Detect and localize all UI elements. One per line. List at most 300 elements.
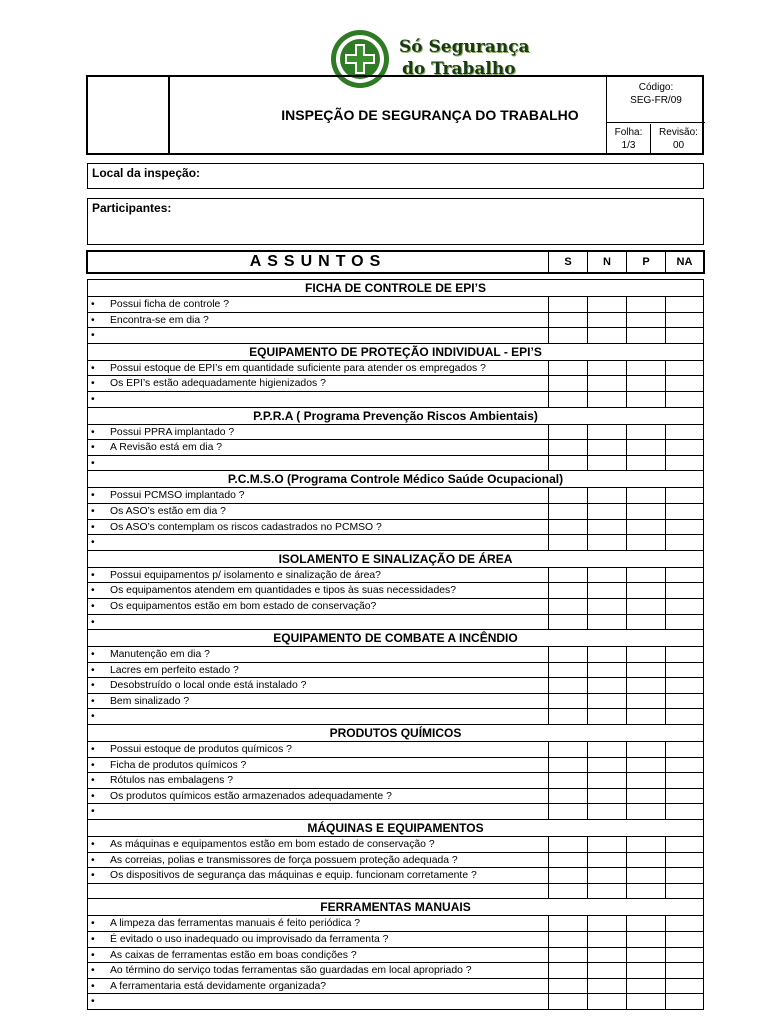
checklist-row (88, 709, 703, 725)
answer-cell-s[interactable] (548, 425, 588, 440)
assuntos-title: ASSUNTOS (249, 253, 387, 270)
bullet: • (91, 854, 95, 866)
question-text (91, 504, 546, 519)
answer-cell-s[interactable] (548, 963, 588, 978)
checklist-row (88, 488, 703, 504)
answer-cell-p[interactable] (626, 789, 666, 804)
answer-cell-na[interactable] (665, 328, 704, 343)
checklist-row (88, 853, 703, 869)
answer-cell-na[interactable] (665, 884, 704, 899)
answer-cell-na[interactable] (665, 504, 704, 519)
answer-cell-n[interactable] (587, 568, 627, 583)
answer-cell-n[interactable] (587, 376, 627, 391)
answer-cell-n[interactable] (587, 425, 627, 440)
question-text (91, 979, 546, 994)
answer-cell-n[interactable] (587, 520, 627, 535)
answer-cell-p[interactable] (626, 376, 666, 391)
answer-cell-n[interactable] (587, 948, 627, 963)
answer-cell-p[interactable] (626, 948, 666, 963)
answer-cell-n[interactable] (587, 837, 627, 852)
answer-cell-p[interactable] (626, 837, 666, 852)
bullet: • (91, 695, 95, 707)
col-n-header: N (587, 252, 626, 272)
answer-cell-n[interactable] (587, 313, 627, 328)
answer-cell-s[interactable] (548, 994, 588, 1009)
question-label: As máquinas e equipamentos estão em bom estado de conservação ? (110, 839, 435, 851)
question-text (91, 313, 546, 328)
answer-cell-p[interactable] (626, 932, 666, 947)
question-text (91, 789, 546, 804)
question-label: As caixas de ferramentas estão em boas condições ? (110, 949, 357, 961)
question-label: Os produtos químicos estão armazenados adequadamente ? (110, 790, 392, 802)
answer-cell-na[interactable] (665, 297, 704, 312)
answer-cell-s[interactable] (548, 804, 588, 819)
question-label: Bem sinalizado ? (110, 695, 190, 707)
answer-cell-n[interactable] (587, 392, 627, 407)
checklist-row (88, 599, 703, 615)
answer-cell-p[interactable] (626, 884, 666, 899)
checklist-row (88, 504, 703, 520)
section-title: PRODUTOS QUÍMICOS (88, 725, 703, 742)
answer-cell-p[interactable] (626, 853, 666, 868)
answer-cell-n[interactable] (587, 647, 627, 662)
question-text (91, 709, 546, 724)
question-text (91, 678, 546, 693)
checklist-row (88, 804, 703, 820)
answer-cell-n[interactable] (587, 678, 627, 693)
question-text (91, 376, 546, 391)
question-text (91, 694, 546, 709)
answer-cell-na[interactable] (665, 963, 704, 978)
answer-cell-n[interactable] (587, 583, 627, 598)
answer-cell-na[interactable] (665, 773, 704, 788)
question-label: Rótulos nas embalagens ? (110, 775, 234, 787)
bullet: • (91, 393, 95, 405)
bullet: • (91, 949, 95, 961)
checklist-row (88, 297, 703, 313)
question-text (91, 583, 546, 598)
question-text (91, 994, 546, 1009)
col-na-header: NA (665, 252, 703, 272)
checklist-row (88, 916, 703, 932)
logo-line-2: do Trabalho (402, 59, 516, 79)
question-label: Possui estoque de EPI’s em quantidade suficiente para atender os empregados ? (110, 362, 486, 374)
question-text (91, 440, 546, 455)
question-text (91, 742, 546, 757)
codigo-value: SEG-FR/09 (630, 95, 682, 106)
answer-cell-n[interactable] (587, 709, 627, 724)
question-text (91, 916, 546, 931)
question-label: É evitado o uso inadequado ou improvisado da ferramenta ? (110, 934, 389, 945)
section-title: EQUIPAMENTO DE COMBATE A INCÊNDIO (88, 630, 703, 647)
checklist-row (88, 884, 703, 900)
answer-cell-s[interactable] (548, 488, 588, 503)
answer-cell-n[interactable] (587, 884, 627, 899)
checklist-row (88, 583, 703, 599)
answer-cell-s[interactable] (548, 328, 588, 343)
answer-cell-n[interactable] (587, 694, 627, 709)
answer-cell-na[interactable] (665, 663, 704, 678)
answer-cell-na[interactable] (665, 979, 704, 994)
answer-cell-s[interactable] (548, 948, 588, 963)
answer-cell-n[interactable] (587, 916, 627, 931)
section-title: P.C.M.S.O (Programa Controle Médico Saúde Ocupacional) (88, 471, 703, 488)
answer-cell-p[interactable] (626, 488, 666, 503)
checklist-row (88, 758, 703, 774)
answer-cell-s[interactable] (548, 709, 588, 724)
answer-cell-s[interactable] (548, 932, 588, 947)
question-label: Lacres em perfeito estado ? (110, 664, 239, 676)
question-text (91, 868, 546, 883)
answer-cell-s[interactable] (548, 789, 588, 804)
question-text (91, 647, 546, 662)
question-label: Os ASO’s estão em dia ? (110, 505, 226, 517)
checklist-row (88, 392, 703, 408)
col-s-header: S (548, 252, 587, 272)
answer-cell-na[interactable] (665, 520, 704, 535)
folha-value: 1/3 (621, 140, 636, 151)
checklist-row (88, 535, 703, 551)
answer-cell-p[interactable] (626, 440, 666, 455)
answer-cell-na[interactable] (665, 488, 704, 503)
section-title: EQUIPAMENTO DE PROTEÇÃO INDIVIDUAL - EPI’S (88, 344, 703, 361)
answer-cell-s[interactable] (548, 520, 588, 535)
form-title: INSPEÇÃO DE SEGURANÇA DO TRABALHO (281, 107, 579, 123)
logo-text (399, 36, 530, 80)
answer-cell-na[interactable] (665, 804, 704, 819)
local-field[interactable] (87, 163, 704, 189)
question-label: Os equipamentos atendem em quantidades e tipos às suas necessidades? (110, 585, 456, 597)
checklist-row (88, 313, 703, 329)
answer-cell-p[interactable] (626, 328, 666, 343)
answer-cell-na[interactable] (665, 568, 704, 583)
answer-cell-na[interactable] (665, 994, 704, 1009)
section-title: FICHA DE CONTROLE DE EPI’S (88, 280, 703, 297)
answer-cell-s[interactable] (548, 837, 588, 852)
answer-cell-p[interactable] (626, 663, 666, 678)
answer-cell-s[interactable] (548, 392, 588, 407)
form-header (86, 75, 704, 155)
bullet: • (91, 378, 95, 390)
answer-cell-p[interactable] (626, 916, 666, 931)
answer-cell-n[interactable] (587, 963, 627, 978)
answer-cell-na[interactable] (665, 853, 704, 868)
question-label: Ficha de produtos químicos ? (110, 759, 247, 771)
question-label: Possui equipamentos p/ isolamento e sinalização de área? (110, 569, 381, 581)
assuntos-header (86, 250, 705, 274)
answer-cell-p[interactable] (626, 361, 666, 376)
section-title: ISOLAMENTO E SINALIZAÇÃO DE ÁREA (88, 551, 703, 568)
question-label: Possui ficha de controle ? (110, 299, 229, 310)
checklist-row (88, 361, 703, 377)
question-label: Os EPI’s estão adequadamente higienizados ? (110, 378, 326, 390)
answer-cell-n[interactable] (587, 599, 627, 614)
answer-cell-na[interactable] (665, 647, 704, 662)
answer-cell-n[interactable] (587, 328, 627, 343)
folha-cell (607, 124, 651, 153)
answer-cell-s[interactable] (548, 568, 588, 583)
checklist-row (88, 440, 703, 456)
section-title: P.P.R.A ( Programa Prevenção Riscos Ambientais) (88, 408, 703, 425)
folha-label: Folha: (614, 127, 643, 138)
checklist-row (88, 615, 703, 631)
question-label: Possui PPRA implantado ? (110, 426, 235, 438)
answer-cell-na[interactable] (665, 868, 704, 883)
answer-cell-s[interactable] (548, 773, 588, 788)
answer-cell-na[interactable] (665, 678, 704, 693)
bullet: • (91, 918, 95, 930)
bullet: • (91, 442, 95, 454)
answer-cell-p[interactable] (626, 583, 666, 598)
answer-cell-na[interactable] (665, 583, 704, 598)
answer-cell-na[interactable] (665, 615, 704, 630)
answer-cell-n[interactable] (587, 663, 627, 678)
revisao-label: Revisão: (659, 127, 698, 138)
checklist-row (88, 948, 703, 964)
answer-cell-p[interactable] (626, 758, 666, 773)
question-text (91, 361, 546, 376)
question-label: Os equipamentos estão em bom estado de conservação? (110, 600, 377, 612)
checklist-row (88, 932, 703, 948)
checklist-row (88, 663, 703, 679)
answer-cell-n[interactable] (587, 758, 627, 773)
answer-cell-p[interactable] (626, 568, 666, 583)
answer-cell-na[interactable] (665, 948, 704, 963)
bullet: • (91, 649, 95, 661)
answer-cell-p[interactable] (626, 425, 666, 440)
answer-cell-s[interactable] (548, 758, 588, 773)
answer-cell-s[interactable] (548, 456, 588, 471)
bullet: • (91, 759, 95, 771)
checklist-row (88, 647, 703, 663)
answer-cell-na[interactable] (665, 916, 704, 931)
answer-cell-s[interactable] (548, 979, 588, 994)
answer-cell-n[interactable] (587, 853, 627, 868)
question-label: Desobstruído o local onde está instalado ? (110, 680, 307, 692)
answer-cell-p[interactable] (626, 963, 666, 978)
answer-cell-p[interactable] (626, 994, 666, 1009)
answer-cell-p[interactable] (626, 520, 666, 535)
answer-cell-na[interactable] (665, 440, 704, 455)
answer-cell-n[interactable] (587, 932, 627, 947)
question-label: Os dispositivos de segurança das máquinas e equip. funcionam corretamente ? (110, 870, 477, 882)
answer-cell-s[interactable] (548, 599, 588, 614)
answer-cell-n[interactable] (587, 994, 627, 1009)
participantes-field[interactable] (87, 198, 704, 245)
answer-cell-p[interactable] (626, 504, 666, 519)
answer-cell-p[interactable] (626, 804, 666, 819)
answer-cell-s[interactable] (548, 376, 588, 391)
checklist-row (88, 456, 703, 472)
answer-cell-na[interactable] (665, 535, 704, 550)
answer-cell-s[interactable] (548, 694, 588, 709)
answer-cell-na[interactable] (665, 313, 704, 328)
bullet: • (91, 965, 95, 977)
bullet: • (91, 980, 95, 992)
answer-cell-na[interactable] (665, 599, 704, 614)
checklist-row (88, 837, 703, 853)
answer-cell-n[interactable] (587, 440, 627, 455)
answer-cell-na[interactable] (665, 932, 704, 947)
bullet: • (91, 314, 95, 326)
checklist-row (88, 694, 703, 710)
question-text (91, 932, 546, 947)
question-text (91, 297, 546, 312)
question-text (91, 615, 546, 630)
question-text (91, 520, 546, 535)
question-text (91, 425, 546, 440)
checklist-row (88, 963, 703, 979)
answer-cell-s[interactable] (548, 361, 588, 376)
checklist-row (88, 994, 703, 1010)
checklist-row (88, 678, 703, 694)
header-blank-cell (88, 77, 170, 153)
answer-cell-p[interactable] (626, 392, 666, 407)
answer-cell-na[interactable] (665, 376, 704, 391)
question-text (91, 535, 546, 550)
bullet: • (91, 585, 95, 597)
answer-cell-n[interactable] (587, 456, 627, 471)
question-text (91, 599, 546, 614)
bullet: • (91, 426, 95, 438)
question-label: Ao término do serviço todas ferramentas são guardadas em local apropriado ? (110, 965, 472, 977)
bullet: • (91, 600, 95, 612)
answer-cell-na[interactable] (665, 789, 704, 804)
question-label: A ferramentaria está devidamente organizada? (110, 980, 327, 992)
question-text (91, 456, 546, 471)
question-label: A Revisão está em dia ? (110, 442, 223, 454)
bullet: • (91, 934, 95, 945)
participantes-label: Participantes: (92, 201, 172, 215)
checklist-row (88, 376, 703, 392)
answer-cell-n[interactable] (587, 742, 627, 757)
question-text (91, 758, 546, 773)
answer-cell-n[interactable] (587, 804, 627, 819)
answer-cell-p[interactable] (626, 709, 666, 724)
answer-cell-s[interactable] (548, 535, 588, 550)
answer-cell-na[interactable] (665, 392, 704, 407)
bullet: • (91, 996, 95, 1008)
answer-cell-p[interactable] (626, 647, 666, 662)
question-label: A limpeza das ferramentas manuais é feito periódica ? (110, 918, 361, 930)
answer-cell-na[interactable] (665, 837, 704, 852)
answer-cell-s[interactable] (548, 647, 588, 662)
answer-cell-n[interactable] (587, 773, 627, 788)
codigo-cell (607, 77, 705, 123)
checklist-row (88, 568, 703, 584)
section-title: FERRAMENTAS MANUAIS (88, 899, 703, 916)
bullet: • (91, 457, 95, 469)
bullet: • (91, 680, 95, 692)
answer-cell-s[interactable] (548, 678, 588, 693)
answer-cell-s[interactable] (548, 916, 588, 931)
answer-cell-na[interactable] (665, 709, 704, 724)
answer-cell-na[interactable] (665, 456, 704, 471)
answer-cell-p[interactable] (626, 297, 666, 312)
answer-cell-n[interactable] (587, 868, 627, 883)
question-text (91, 853, 546, 868)
checklist-row (88, 742, 703, 758)
answer-cell-p[interactable] (626, 742, 666, 757)
answer-cell-p[interactable] (626, 313, 666, 328)
question-label: Manutenção em dia ? (110, 649, 210, 661)
question-text (91, 948, 546, 963)
answer-cell-s[interactable] (548, 884, 588, 899)
header-meta (606, 77, 705, 153)
checklist-row (88, 979, 703, 995)
checklist-row (88, 425, 703, 441)
answer-cell-s[interactable] (548, 313, 588, 328)
codigo-label: Código: (638, 82, 674, 93)
question-label: As correias, polias e transmissores de força possuem proteção adequada ? (110, 854, 458, 866)
answer-cell-s[interactable] (548, 853, 588, 868)
answer-cell-p[interactable] (626, 773, 666, 788)
answer-cell-n[interactable] (587, 297, 627, 312)
answer-cell-s[interactable] (548, 742, 588, 757)
bullet: • (91, 521, 95, 533)
answer-cell-p[interactable] (626, 456, 666, 471)
answer-cell-p[interactable] (626, 535, 666, 550)
bullet: • (91, 362, 95, 374)
bullet: • (91, 569, 95, 581)
answer-cell-na[interactable] (665, 425, 704, 440)
answer-cell-p[interactable] (626, 599, 666, 614)
checklist-row (88, 789, 703, 805)
bullet: • (91, 505, 95, 517)
bullet: • (91, 806, 95, 818)
answer-cell-s[interactable] (548, 504, 588, 519)
answer-cell-p[interactable] (626, 868, 666, 883)
answer-cell-n[interactable] (587, 361, 627, 376)
logo-line-1: Só Segurança (399, 37, 530, 57)
checklist-table (87, 279, 704, 1010)
answer-cell-n[interactable] (587, 979, 627, 994)
answer-cell-n[interactable] (587, 615, 627, 630)
question-label: Possui PCMSO implantado ? (110, 490, 245, 502)
answer-cell-s[interactable] (548, 615, 588, 630)
answer-cell-n[interactable] (587, 504, 627, 519)
bullet: • (91, 299, 95, 310)
question-label: Encontra-se em dia ? (110, 314, 209, 326)
answer-cell-s[interactable] (548, 663, 588, 678)
answer-cell-s[interactable] (548, 868, 588, 883)
answer-cell-n[interactable] (587, 535, 627, 550)
bullet: • (91, 664, 95, 676)
question-text (91, 568, 546, 583)
answer-cell-n[interactable] (587, 789, 627, 804)
answer-cell-p[interactable] (626, 678, 666, 693)
answer-cell-s[interactable] (548, 583, 588, 598)
answer-cell-s[interactable] (548, 440, 588, 455)
bullet: • (91, 744, 95, 756)
checklist-row (88, 520, 703, 536)
question-text (91, 773, 546, 788)
section-title: MÁQUINAS E EQUIPAMENTOS (88, 820, 703, 837)
answer-cell-p[interactable] (626, 979, 666, 994)
checklist-row (88, 328, 703, 344)
answer-cell-s[interactable] (548, 297, 588, 312)
answer-cell-p[interactable] (626, 694, 666, 709)
col-p-header: P (626, 252, 665, 272)
answer-cell-p[interactable] (626, 615, 666, 630)
question-text (91, 488, 546, 503)
answer-cell-na[interactable] (665, 758, 704, 773)
answer-cell-na[interactable] (665, 361, 704, 376)
answer-cell-n[interactable] (587, 488, 627, 503)
bullet: • (91, 775, 95, 787)
answer-cell-na[interactable] (665, 694, 704, 709)
answer-cell-na[interactable] (665, 742, 704, 757)
